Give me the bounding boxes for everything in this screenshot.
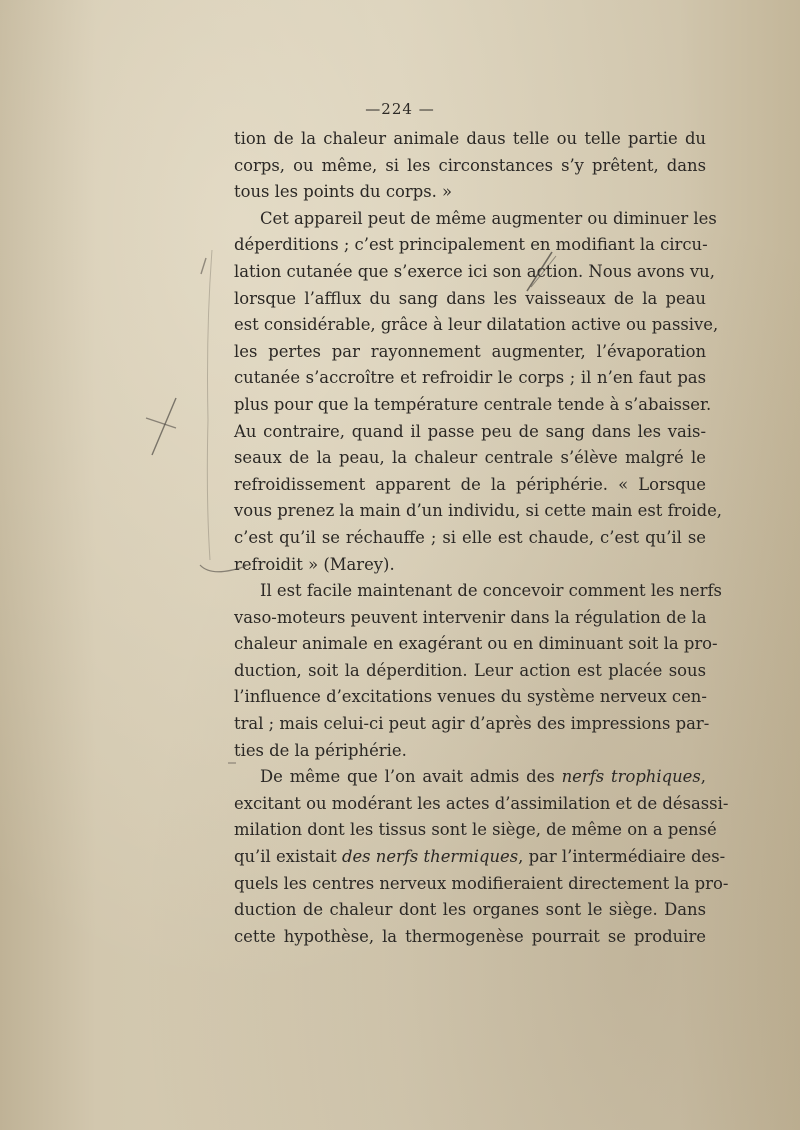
text-segment: lation cutanée que s’exerce ici son action. Nous avons vu, [234, 261, 715, 281]
text-segment: qu’il existait [234, 847, 342, 867]
text-segment: seaux de la peau, la chaleur centrale s’élève malgré le [234, 448, 706, 468]
text-segment: déperditions ; c’est principalement en modifiant la circu- [234, 235, 708, 255]
text-line [234, 392, 712, 419]
text-segment: Cet appareil peut de même augmenter ou diminuer les [260, 208, 717, 228]
text-segment: corps, ou même, si les circonstances s’y prêtent, dans [234, 155, 706, 175]
text-line [234, 711, 710, 738]
text-segment: lorsque l’afflux du sang dans les vaisseaux de la peau [234, 288, 706, 308]
text-segment: chaleur animale en exagérant ou en diminuant soit la pro- [234, 634, 718, 654]
text-segment: cette hypothèse, la thermogenèse pourrait se produire [234, 926, 706, 946]
text-segment: cutanée s’accroître et refroidir le corps ; il n’en faut pas [234, 368, 706, 388]
text-line [234, 764, 706, 791]
text-segment: , [700, 767, 706, 787]
text-line [234, 259, 715, 286]
text-line [234, 525, 706, 552]
text-line [234, 791, 729, 818]
text-line [234, 206, 717, 233]
text-line [234, 498, 722, 525]
text-segment: refroidit » (Marey). [234, 554, 395, 574]
text-line [234, 552, 706, 579]
text-line [234, 871, 729, 898]
text-line [234, 578, 722, 605]
italic-text: des nerfs thermiques [341, 847, 519, 867]
text-segment: l’influence d’excitations venues du système nerveux cen- [234, 687, 707, 707]
text-segment: tral ; mais celui-ci peut agir d’après des impressions par- [234, 714, 710, 734]
text-line [234, 605, 706, 632]
text-line [234, 658, 706, 685]
text-segment: duction de chaleur dont les organes sont le siège. Dans [234, 900, 706, 920]
text-line [234, 153, 706, 180]
text-segment: , par l’intermédiaire des- [518, 847, 726, 867]
text-segment: refroidissement apparent de la périphérie. « Lorsque [234, 474, 706, 494]
text-line [234, 472, 706, 499]
text-segment: quels les centres nerveux modifieraient directement la pro- [234, 873, 729, 893]
text-line [234, 365, 706, 392]
text-line [234, 684, 706, 711]
text-segment: tous les points du corps. » [234, 182, 453, 202]
text-segment: plus pour que la température centrale tende à s’abaisser. [234, 394, 712, 414]
text-line [234, 844, 726, 871]
text-line [234, 232, 706, 259]
text-segment: vous prenez la main d’un individu, si cette main est froide, [234, 501, 722, 521]
text-line [234, 339, 706, 366]
text-segment: tion de la chaleur animale daus telle ou telle partie du [234, 129, 706, 148]
text-line [234, 738, 706, 765]
text-line [234, 924, 706, 951]
text-line [234, 286, 706, 313]
text-segment: les pertes par rayonnement augmenter, l’évaporation [234, 341, 706, 361]
text-line [234, 897, 706, 924]
text-segment: Il est facile maintenant de concevoir comment les nerfs [260, 581, 722, 601]
text-line [234, 126, 706, 153]
text-segment: milation dont les tissus sont le siège, de même on a pensé [234, 820, 717, 840]
text-segment: vaso-moteurs peuvent intervenir dans la régulation de la [234, 607, 707, 627]
text-segment: ties de la périphérie. [234, 740, 407, 760]
text-segment: c’est qu’il se réchauffe ; si elle est chaude, c’est qu’il se [234, 527, 706, 547]
text-line [234, 179, 706, 206]
text-line [234, 631, 718, 658]
text-line [234, 445, 706, 472]
text-segment: duction, soit la déperdition. Leur action est placée sous [234, 660, 706, 680]
italic-text: nerfs trophiques [561, 767, 701, 787]
text-segment: excitant ou modérant les actes d’assimilation et de désassi- [234, 793, 729, 813]
body-text [234, 126, 729, 950]
text-line [234, 817, 717, 844]
text-line [234, 419, 706, 446]
text-segment: Au contraire, quand il passe peu de sang dans les vais- [234, 421, 706, 441]
text-line [234, 312, 719, 339]
text-segment: De même que l’on avait admis des [260, 767, 562, 787]
text-segment: est considérable, grâce à leur dilatation active ou passive, [234, 315, 719, 335]
page-number: —224 — [365, 100, 435, 118]
